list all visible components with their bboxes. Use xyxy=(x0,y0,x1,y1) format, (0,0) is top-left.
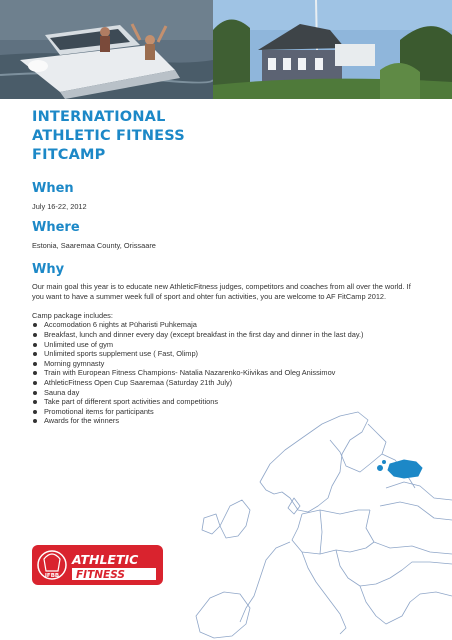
list-item: Unlimited use of gym xyxy=(32,340,418,350)
title-line-1: INTERNATIONAL xyxy=(32,109,166,125)
title-line-2: ATHLETIC FITNESS xyxy=(32,128,185,144)
saaremaa-island xyxy=(377,465,383,471)
list-item: Train with European Fitness Champions- Natalia Nazarenko-Kiivikas and Oleg Anissimov xyxy=(32,368,418,378)
package-intro: Camp package includes: xyxy=(32,310,113,320)
list-item: Breakfast, lunch and dinner every day (except breakfast in the first day and dinner in the last day.) xyxy=(32,330,418,340)
header-photo-strip xyxy=(0,0,452,99)
greece-turkey-outline xyxy=(360,586,452,624)
list-item: Accomodation 6 nights at Püharisti Puhkemaja xyxy=(32,320,418,330)
balkans-border xyxy=(336,550,452,586)
belarus-border xyxy=(380,502,452,520)
when-heading: When xyxy=(32,181,74,196)
page-title xyxy=(32,108,185,165)
list-item: Morning gymnasty xyxy=(32,359,418,369)
where-text: Estonia, Saaremaa County, Orissaare xyxy=(32,241,156,250)
where-heading: Where xyxy=(32,220,80,235)
ireland-outline xyxy=(202,514,220,534)
hiiumaa-island xyxy=(382,460,386,464)
list-item: Take part of different sport activities and competitions xyxy=(32,397,418,407)
iberia-outline xyxy=(196,592,250,638)
baltic-east-border xyxy=(386,482,452,500)
list-item: Promotional items for participants xyxy=(32,407,418,417)
list-item: Awards for the winners xyxy=(32,416,418,426)
logo-word-athletic: ATHLETIC xyxy=(72,552,139,567)
why-body xyxy=(32,282,418,426)
great-britain-outline xyxy=(220,500,250,538)
package-list xyxy=(32,320,418,426)
scandinavia-outline xyxy=(260,412,368,512)
estonia-highlight xyxy=(388,460,422,478)
logo-word-fitness: FITNESS xyxy=(76,569,125,581)
germany-poland-border xyxy=(320,510,322,554)
finland-outline xyxy=(330,424,386,472)
when-text: July 16-22, 2012 xyxy=(32,202,87,211)
list-item: Unlimited sports supplement use ( Fast, Olimp) xyxy=(32,349,418,359)
logo-badge-text: IFBB xyxy=(44,573,60,579)
why-paragraph: Our main goal this year is to educate new AthleticFitness judges, competitors and coaches from all over the world. If you want to have a summer week full of sport and ohter fun activities, you are welcome to AF FitCamp 2012. xyxy=(32,282,411,301)
title-line-3: FITCAMP xyxy=(32,147,106,163)
europe-map xyxy=(190,402,452,640)
athletic-fitness-logo xyxy=(32,545,163,585)
list-item: Sauna day xyxy=(32,388,418,398)
denmark-outline xyxy=(288,498,300,514)
header-photos xyxy=(0,0,452,99)
list-item: AthleticFitness Open Cup Saaremaa (Saturday 21th July) xyxy=(32,378,418,388)
central-europe xyxy=(292,514,374,554)
ukraine-border xyxy=(366,510,452,554)
france-outline xyxy=(240,542,290,622)
baltic-coast xyxy=(302,510,370,514)
why-heading: Why xyxy=(32,262,65,277)
boat-photo xyxy=(0,0,213,99)
house-photo xyxy=(213,0,452,99)
